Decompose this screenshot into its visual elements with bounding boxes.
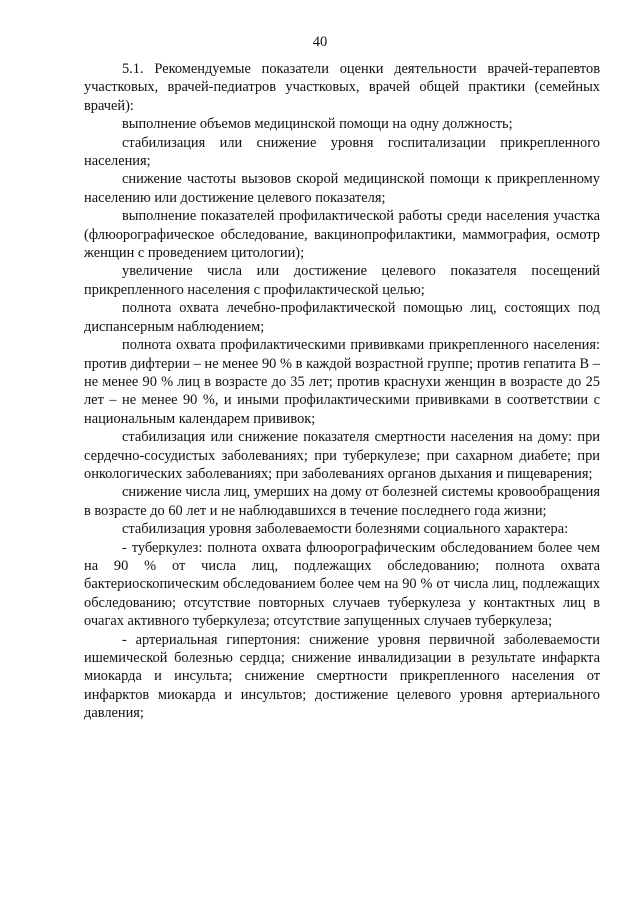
paragraph-section-heading: 5.1. Рекомендуемые показатели оценки деятельности врачей-терапевтов участковых, врачей-педиатров участковых, врачей общей практики (семейных врачей): bbox=[84, 61, 600, 114]
paragraph-care-volume: выполнение объемов медицинской помощи на одну должность; bbox=[122, 116, 513, 133]
paragraph-social-diseases: стабилизация уровня заболеваемости болезнями социального характера: bbox=[122, 521, 569, 538]
paragraph-ambulance-calls: снижение частоты вызовов скорой медицинской помощи к прикрепленному населению или достижение целевого показателя; bbox=[84, 171, 600, 206]
paragraph-tuberculosis: - туберкулез: полнота охвата флюорографическим обследованием более чем на 90 % от числа лиц, подлежащих обследованию; полнота охвата бактериоскопическим обследованием более чем на 90 % от числа лиц, подлежащих обследованию; отсутствие повторных случаев туберкулеза у контактных лиц в очагах активного туберкулеза; отсутствие запущенных случаев туберкулеза; bbox=[84, 539, 600, 630]
paragraph-dispensary: полнота охвата лечебно-профилактической помощью лиц, состоящих под диспансерным наблюдением; bbox=[84, 300, 600, 335]
paragraph-circulatory-deaths: снижение числа лиц, умерших на дому от болезней системы кровообращения в возрасте до 60 лет и не наблюдавшихся в течение последнего года жизни; bbox=[84, 484, 600, 519]
paragraph-prevention-visits: увеличение числа или достижение целевого показателя посещений прикрепленного населения с профилактической целью; bbox=[84, 263, 600, 298]
paragraph-hypertension: - артериальная гипертония: снижение уровня первичной заболеваемости ишемической болезнью сердца; снижение инвалидизации в результате инфаркта миокарда и инсульта; снижение смертности прикрепленного населения от инфарктов миокарда и инсультов; достижение целевого уровня артериального давления; bbox=[84, 631, 600, 722]
paragraph-prevention-work: выполнение показателей профилактической работы среди населения участка (флюорографическое обследование, вакцинопрофилактики, маммография, осмотр женщин с проведением цитологии); bbox=[84, 208, 600, 262]
paragraph-hospitalization: стабилизация или снижение уровня госпитализации прикрепленного населения; bbox=[84, 134, 600, 170]
paragraph-vaccination: полнота охвата профилактическими прививками прикрепленного населения: против дифтерии – не менее 90 % в каждой возрастной группе; против гепатита В – не менее 90 % лиц в возрасте до 35 лет; против краснухи женщин в возрасте до 25 лет – не менее 90 %, и иными профилактическими прививками в соответствии с национальным календарем прививок; bbox=[84, 337, 600, 427]
document-body bbox=[84, 60, 600, 723]
page-number: 40 bbox=[312, 34, 328, 50]
paragraph-home-mortality: стабилизация или снижение показателя смертности населения на дому: при сердечно-сосудистых заболеваниях; при туберкулезе; при сахарном диабете; при онкологических заболеваниях; при заболеваниях органов дыхания и пищеварения; bbox=[84, 429, 600, 482]
